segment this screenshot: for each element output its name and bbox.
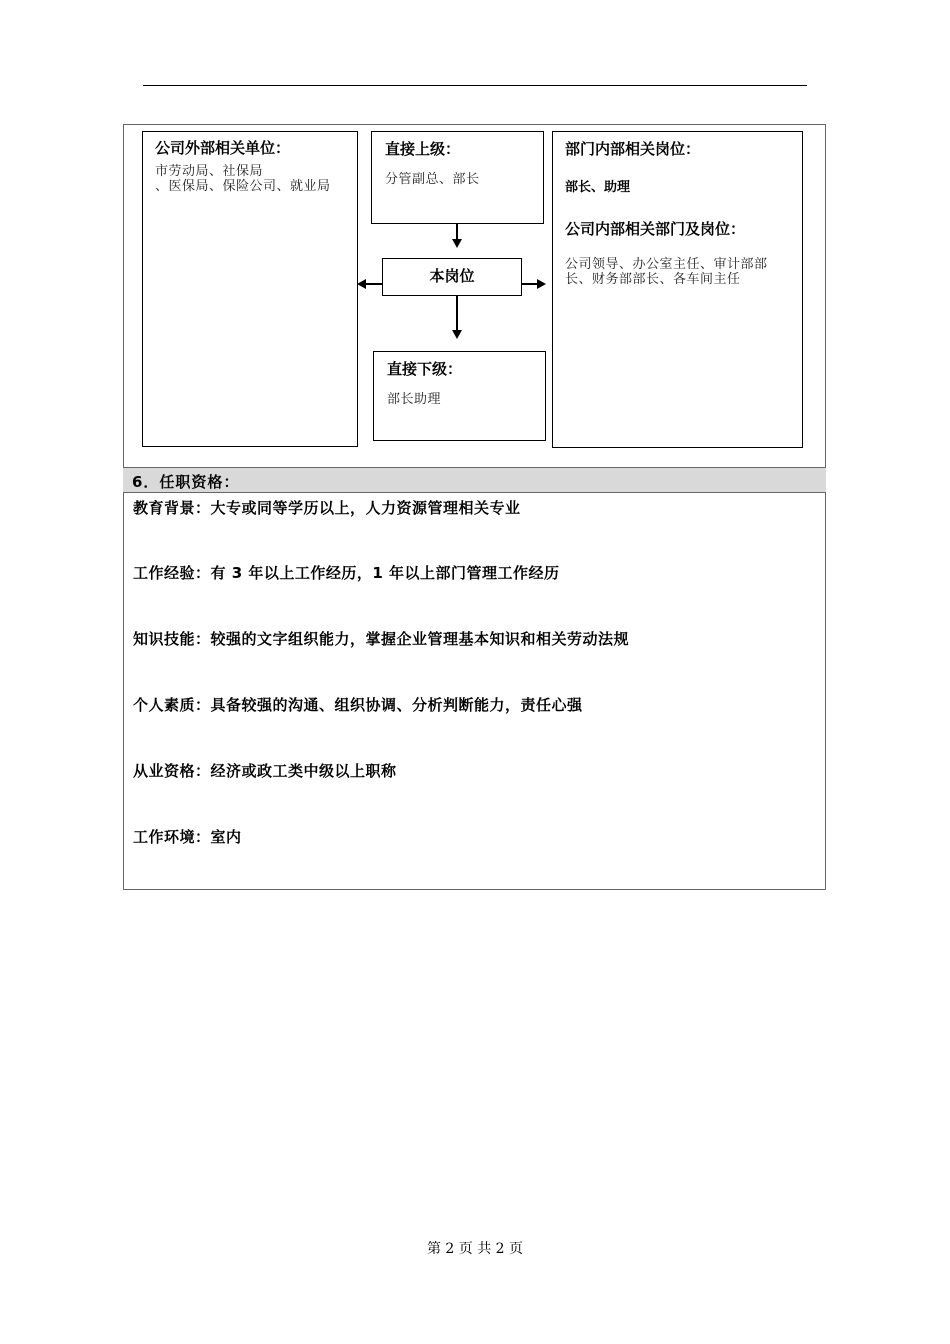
this-position-title: 本岗位 — [429, 267, 475, 285]
this-position-box — [382, 258, 522, 296]
section-6-title: 6．任职资格： — [132, 473, 240, 491]
subordinate-box — [373, 351, 546, 441]
company-internal-line-1: 公司领导、办公室主任、审计部部 — [565, 257, 768, 272]
qualification-education: 教育背景：大专或同等学历以上，人力资源管理相关专业 — [133, 499, 521, 517]
qualification-skills: 知识技能：较强的文字组织能力，掌握企业管理基本知识和相关劳动法规 — [133, 630, 630, 648]
company-internal-line-2: 长、财务部部长、各车间主任 — [565, 272, 741, 287]
arrow-right-icon — [537, 279, 546, 289]
qualification-environment: 工作环境：室内 — [133, 828, 242, 846]
subordinate-text: 部长助理 — [387, 392, 442, 407]
connector-right — [522, 283, 538, 285]
subordinate-title: 直接下级： — [387, 360, 463, 378]
connector-down-2 — [456, 296, 458, 331]
qualification-personal: 个人素质：具备较强的沟通、组织协调、分析判断能力，责任心强 — [133, 696, 583, 714]
arrow-down-icon — [452, 239, 462, 248]
header-rule — [143, 85, 807, 86]
arrow-down-icon — [452, 330, 462, 339]
external-units-line-2: 、医保局、保险公司、就业局 — [155, 179, 331, 194]
superior-box — [371, 131, 544, 224]
qualification-certification: 从业资格：经济或政工类中级以上职称 — [133, 762, 397, 780]
external-units-title: 公司外部相关单位： — [155, 139, 291, 157]
superior-text: 分管副总、部长 — [385, 172, 480, 187]
connector-down-1 — [456, 224, 458, 240]
connector-left — [366, 283, 382, 285]
internal-positions-box — [552, 131, 803, 448]
external-units-box — [142, 131, 358, 447]
dept-internal-text: 部长、助理 — [565, 180, 631, 195]
qualification-experience: 工作经验：有 3 年以上工作经历，1 年以上部门管理工作经历 — [133, 564, 560, 582]
section-6-header — [123, 467, 826, 493]
page-number: 第 2 页 共 2 页 — [426, 1241, 524, 1257]
company-internal-title: 公司内部相关部门及岗位： — [565, 220, 746, 238]
external-units-line-1: 市劳动局、社保局 — [155, 164, 264, 179]
superior-title: 直接上级： — [385, 140, 461, 158]
dept-internal-title: 部门内部相关岗位： — [565, 140, 701, 158]
arrow-left-icon — [357, 279, 366, 289]
